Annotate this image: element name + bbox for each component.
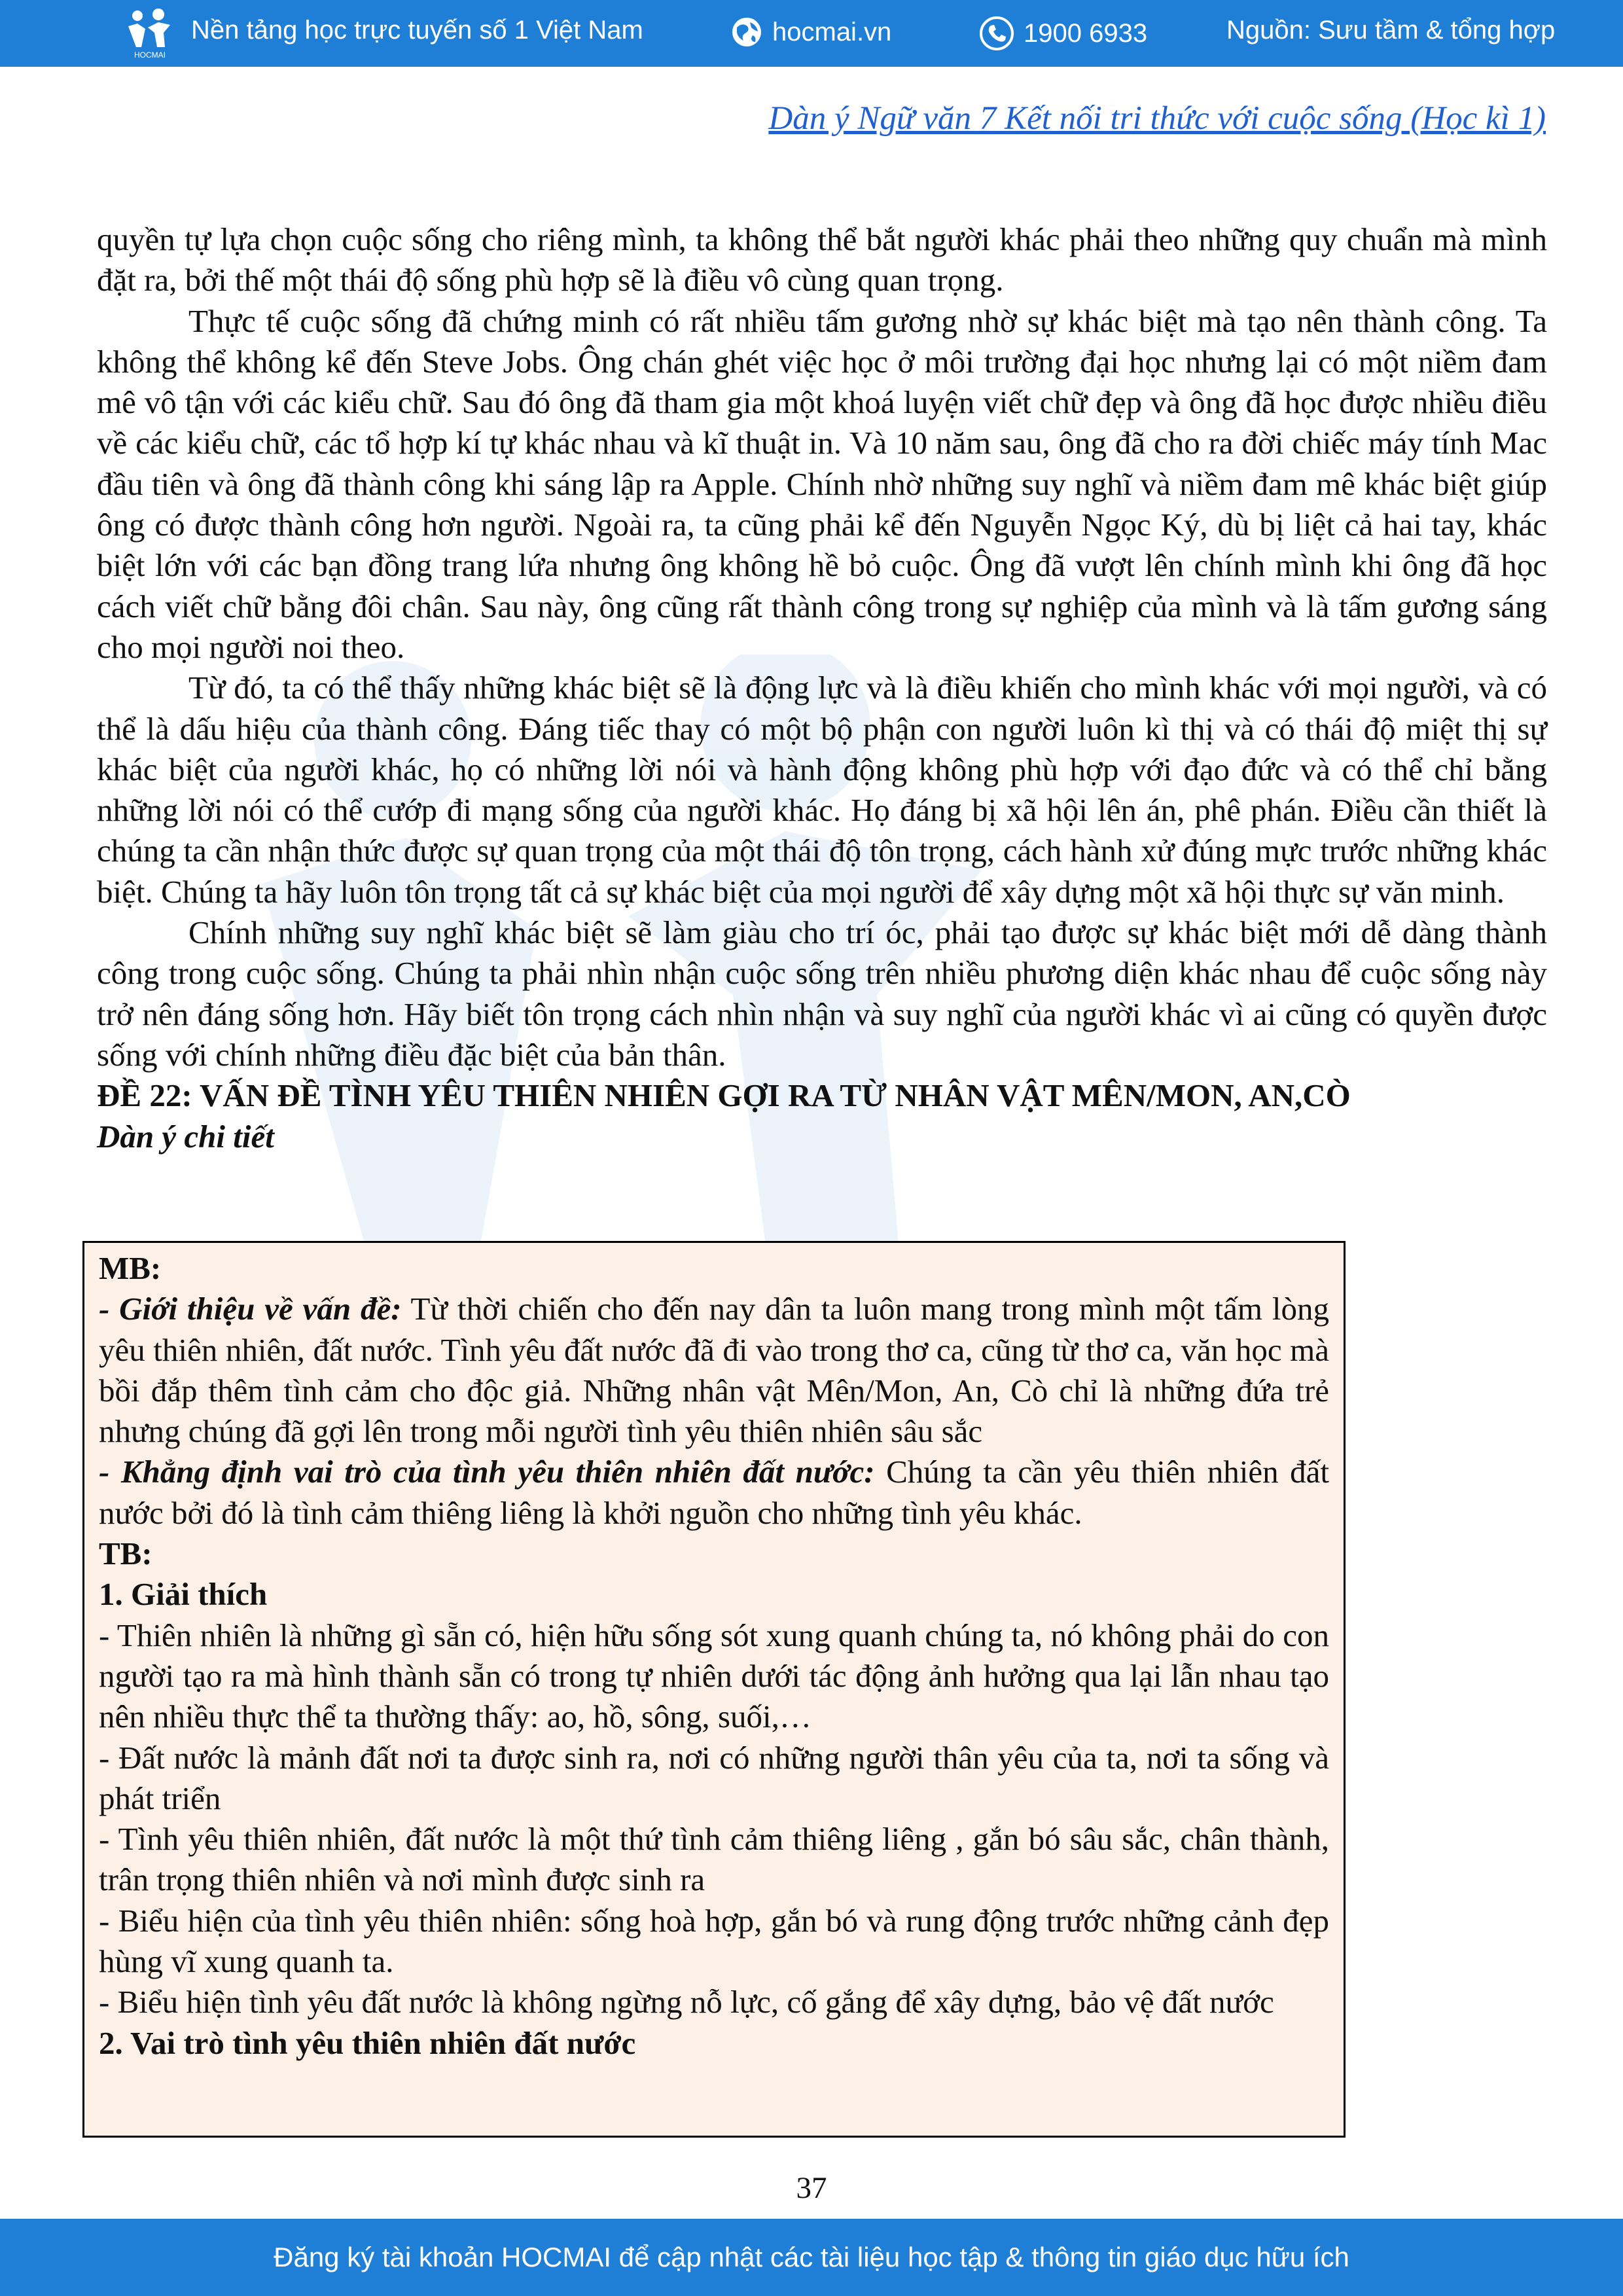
website-link[interactable]: hocmai.vn — [730, 16, 891, 48]
body-paragraph-conclusion: Chính những suy nghĩ khác biệt sẽ làm giàu cho trí óc, phải tạo được sự khác biệt mới dễ dàng thành công trong cuộc sống. Chúng ta phải nhìn nhận cuộc sống trên nhiều phương diện khác nhau để cuộc sống này trở nên đáng sống hơn. Hãy biết tôn trọng cách nhìn nhận và suy nghĩ của người khác vì ai cũng có quyền được sống với chính những điều đặc biệt của bản thân. — [97, 914, 1547, 1073]
bottom-banner-text: Đăng ký tài khoản HOCMAI để cập nhật các tài liệu học tập & thông tin giáo dục hữu ích — [274, 2242, 1349, 2272]
section-heading: ĐỀ 22: VẤN ĐỀ TÌNH YÊU THIÊN NHIÊN GỢI RA TỪ NHÂN VẬT MÊN/MON, AN,CÒ — [97, 1077, 1351, 1114]
affirm-text: Chúng ta cần yêu thiên nhiên đất nước bởi đó là tình cảm thiêng liêng là khởi nguồn cho những tình yêu khác. — [99, 1454, 1329, 1531]
list-item: - Đất nước là mảnh đất nơi ta được sinh ra, nơi có những người thân yêu của ta, nơi ta sống và phát triển — [99, 1739, 1329, 1816]
body-paragraph-consequence: Từ đó, ta có thể thấy những khác biệt sẽ là động lực và là điều khiến cho mình khác với mọi người, và có thể là dấu hiệu của thành công. Đáng tiếc thay có một bộ phận con người luôn kì thị và có thái độ miệt thị sự khác biệt của người khác, họ có những lời nói và hành động không phù hợp với đạo đức và có thể chỉ bằng những lời nói có thể cướp đi mạng sống của người khác. Họ đáng bị xã hội lên án, phê phán. Điều cần thiết là chúng ta cần nhận thức được sự quan trọng của một thái độ tôn trọng, cách hành xử đúng mực trước những khác biệt. Chúng ta hãy luôn tôn trọng tất cả sự khác biệt của mọi người để xây dựng một xã hội thực sự văn minh. — [97, 670, 1547, 910]
globe-icon — [730, 16, 763, 48]
affirm-label: - Khẳng định vai trò của tình yêu thiên nhiên đất nước: — [99, 1454, 875, 1490]
body-paragraph-continued: quyền tự lựa chọn cuộc sống cho riêng mình, ta không thể bắt người khác phải theo những quy chuẩn mà mình đặt ra, bởi thế một thái độ sống phù hợp sẽ là điều vô cùng quan trọng. — [97, 221, 1547, 298]
list-item: - Biểu hiện của tình yêu thiên nhiên: sống hoà hợp, gắn bó và rung động trước những cảnh đẹp hùng vĩ xung quanh ta. — [99, 1902, 1329, 1980]
affirm-item — [99, 1452, 1329, 1534]
document-body — [97, 219, 1547, 1157]
source-note: Nguồn: Sưu tầm & tổng hợp — [1226, 16, 1556, 45]
phone-icon — [979, 16, 1014, 51]
body-paragraph-examples: Thực tế cuộc sống đã chứng minh có rất nhiều tấm gương nhờ sự khác biệt mà tạo nên thành công. Ta không thể không kể đến Steve Jobs. Ông chán ghét việc học ở môi trường đại học nhưng lại có một niềm đam mê vô tận với các kiểu chữ. Sau đó ông đã tham gia một khoá luyện viết chữ đẹp và ông đã học được nhiều điều về các kiểu chữ, các tổ hợp kí tự khác nhau và kĩ thuật in. Và 10 năm sau, ông đã cho ra đời chiếc máy tính Mac đầu tiên và ông đã thành công khi sáng lập ra Apple. Chính nhờ những suy nghĩ và niềm đam mê khác biệt giúp ông có được thành công hơn người. Ngoài ra, ta cũng phải kể đến Nguyễn Ngọc Ký, dù bị liệt cả hai tay, khác biệt lớn với các bạn đồng trang lứa nhưng ông không hề bỏ cuộc. Ông đã vượt lên chính mình khi ông đã học cách viết chữ bằng đôi chân. Sau này, ông cũng rất thành công trong sự nghiệp của mình và là tấm gương sáng cho mọi người noi theo. — [97, 302, 1547, 665]
bottom-banner[interactable] — [0, 2219, 1623, 2296]
logo-text: HOCMAI — [134, 50, 166, 60]
outline-box — [82, 1241, 1346, 2138]
role-heading: 2. Vai trò tình yêu thiên nhiên đất nước — [99, 2024, 636, 2061]
explain-heading: 1. Giải thích — [99, 1576, 268, 1613]
intro-label: - Giới thiệu về vấn đề: — [99, 1291, 402, 1327]
section-subheading: Dàn ý chi tiết — [97, 1118, 274, 1155]
mb-label: MB: — [99, 1250, 162, 1286]
intro-item — [99, 1289, 1329, 1452]
phone-link[interactable]: 1900 6933 — [979, 16, 1147, 51]
top-banner — [0, 0, 1623, 67]
tagline: Nền tảng học trực tuyến số 1 Việt Nam — [191, 16, 643, 45]
hocmai-logo[interactable] — [122, 7, 178, 60]
list-item: - Thiên nhiên là những gì sẵn có, hiện hữu sống sót xung quanh chúng ta, nó không phải do con người tạo ra mà hình thành sẵn có trong tự nhiên dưới tác động ảnh hưởng qua lại lẫn nhau tạo nên nhiều thực thể ta thường thấy: ao, hồ, sông, suối,… — [99, 1617, 1329, 1735]
running-title[interactable]: Dàn ý Ngữ văn 7 Kết nối tri thức với cuộc sống (Học kì 1) — [768, 100, 1546, 137]
intro-text: Từ thời chiến cho đến nay dân ta luôn mang trong mình một tấm lòng yêu thiên nhiên, đất nước. Tình yêu đất nước đã đi vào trong thơ ca, cũng từ thơ ca, văn học mà bồi đắp thêm tình cảm cho độc giả. Những nhân vật Mên/Mon, An, Cò chỉ là những đứa trẻ nhưng chúng đã gợi lên trong mỗi người tình yêu thiên nhiên sâu sắc — [99, 1291, 1329, 1450]
list-item: - Biểu hiện tình yêu đất nước là không ngừng nỗ lực, cố gắng để xây dựng, bảo vệ đất nước — [99, 1984, 1274, 2020]
list-item: - Tình yêu thiên nhiên, đất nước là một thứ tình cảm thiêng liêng , gắn bó sâu sắc, chân thành, trân trọng thiên nhiên và nơi mình được sinh ra — [99, 1821, 1329, 1898]
tb-label: TB: — [99, 1535, 152, 1572]
page-number: 37 — [796, 2171, 827, 2205]
